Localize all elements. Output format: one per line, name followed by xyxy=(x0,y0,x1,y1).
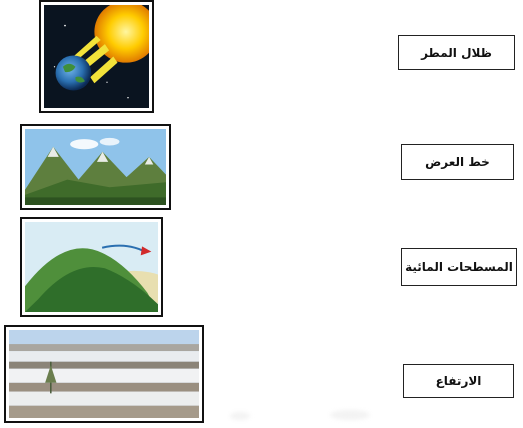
page-smudge xyxy=(230,412,250,420)
sun-earth-illustration xyxy=(44,5,149,108)
page-smudge xyxy=(330,410,370,420)
sun-earth-image xyxy=(39,0,154,113)
snowy-landscape xyxy=(9,330,199,418)
label-rain-shadow: ظلال المطر xyxy=(398,35,515,70)
label-water-bodies: المسطحات المائية xyxy=(401,248,517,286)
label-latitude: خط العرض xyxy=(401,144,514,180)
hill-landscape xyxy=(25,222,158,312)
mountains-image xyxy=(20,124,171,210)
hill-wind-image xyxy=(20,217,163,317)
snowy-plain-image xyxy=(4,325,204,423)
mountain-landscape xyxy=(25,129,166,205)
label-elevation: الارتفاع xyxy=(403,364,514,398)
